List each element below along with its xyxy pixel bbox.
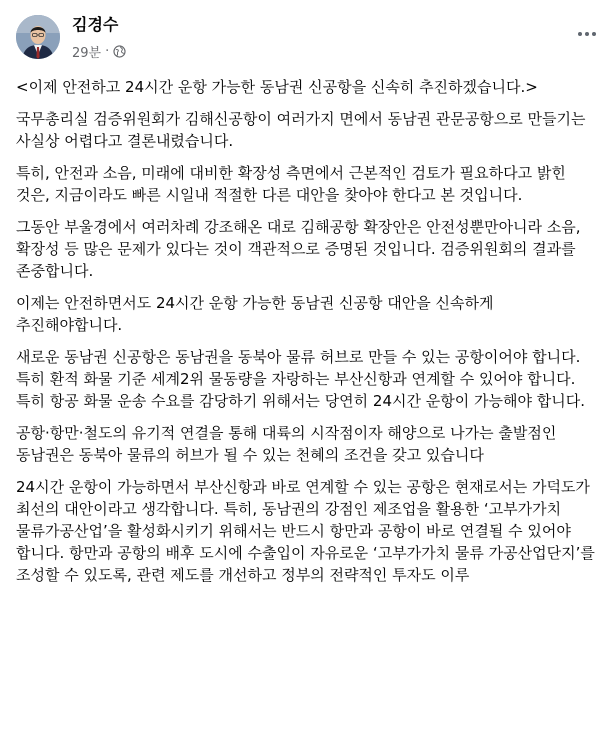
profile-avatar[interactable] (16, 15, 60, 59)
post-header (0, 0, 615, 70)
post-paragraph: 24시간 운항이 가능하면서 부산신항과 바로 연계할 수 있는 공항은 현재로서는 가덕도가 최선의 대안이라고 생각합니다. 특히, 동남권의 강점인 제조업을 활용한 ‘고부가가치 물류가공산업’을 활성화시키기 위해서는 반드시 항만과 공항이 바로 연결될 수 있어야 합니다. 항만과 공항의 배후 도시에 수출입이 자유로운 ‘고부가가치 물류 가공산업단지’를 조성할 수 있도록, 관련 제도를 개선하고 정부의 전략적인 투자도 이루 (16, 478, 595, 584)
more-options-button[interactable] (573, 26, 601, 42)
post-body (16, 76, 599, 596)
globe-icon[interactable] (113, 45, 126, 58)
post-timestamp[interactable]: 29분 (72, 45, 102, 61)
meta-separator: · (105, 43, 110, 59)
more-horizontal-icon (592, 32, 596, 36)
post-paragraph: 이제는 안전하면서도 24시간 운항 가능한 동남권 신공항 대안을 신속하게 추진해야합니다. (16, 294, 494, 334)
avatar-portrait-icon (16, 15, 60, 59)
post-paragraph: 국무총리실 검증위원회가 김해신공항이 여러가지 면에서 동남권 관문공항으로 만들기는 사실상 어렵다고 결론내렸습니다. (16, 110, 586, 150)
more-horizontal-icon (578, 32, 582, 36)
post-meta (72, 42, 126, 60)
post-paragraph: <이제 안전하고 24시간 운항 가능한 동남권 신공항을 신속히 추진하겠습니다.> (16, 78, 538, 96)
author-name[interactable]: 김경수 (72, 15, 119, 34)
post-paragraph: 공항·항만·철도의 유기적 연결을 통해 대륙의 시작점이자 해양으로 나가는 출발점인 동남권은 동북아 물류의 허브가 될 수 있는 천혜의 조건을 갖고 있습니다 (16, 424, 557, 464)
post-paragraph: 새로운 동남권 신공항은 동남권을 동북아 물류 허브로 만들 수 있는 공항이어야 합니다. 특히 환적 화물 기준 세계2위 물동량을 자랑하는 부산신항과 연계할 수 있어야 합니다. 특히 항공 화물 운송 수요를 감당하기 위해서는 당연히 24시간 운항이 가능해야 합니다. (16, 348, 585, 410)
post-paragraph: 특히, 안전과 소음, 미래에 대비한 확장성 측면에서 근본적인 검토가 필요하다고 밝힌 것은, 지금이라도 빠른 시일내 적절한 다른 대안을 찾아야 한다고 본 것입니다. (16, 164, 566, 204)
post-paragraph: 그동안 부울경에서 여러차례 강조해온 대로 김해공항 확장안은 안전성뿐만아니라 소음, 확장성 등 많은 문제가 있다는 것이 객관적으로 증명된 것입니다. 검증위원회의 결과를 존중합니다. (16, 218, 581, 280)
more-horizontal-icon (585, 32, 589, 36)
